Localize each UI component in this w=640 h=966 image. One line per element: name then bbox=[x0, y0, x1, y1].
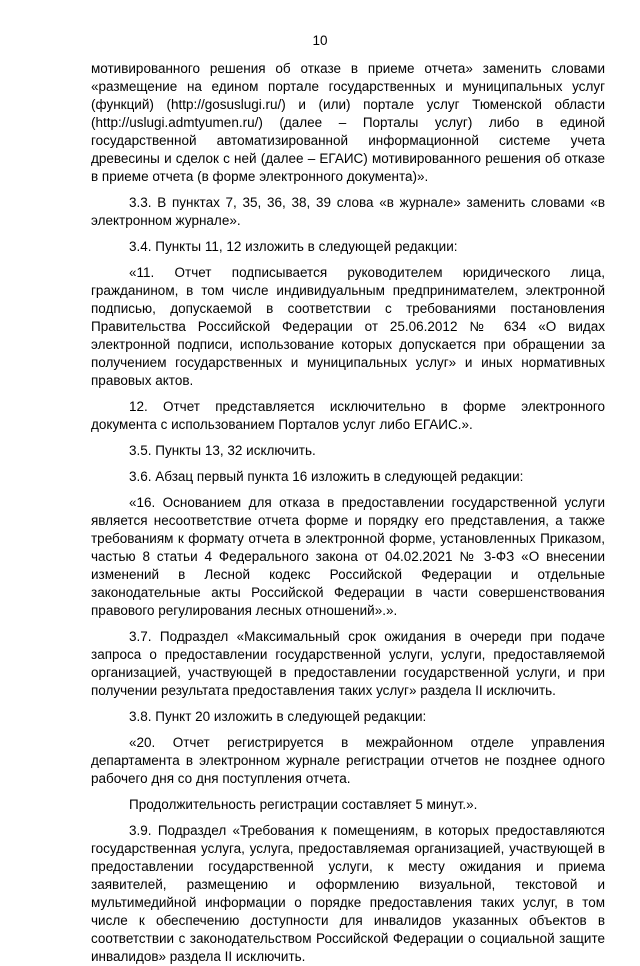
paragraph-duration: Продолжительность регистрации составляет 5 минут.». bbox=[129, 797, 478, 812]
paragraph-3-8: 3.8. Пункт 20 изложить в следующей редакции: bbox=[129, 709, 427, 724]
paragraph-3-4: 3.4. Пункты 11, 12 изложить в следующей редакции: bbox=[129, 239, 458, 254]
paragraph-continuation: мотивированного решения об отказе в приеме отчета» заменить словами «размещение на едином портале государственных и муниципальных услуг (функций) (http://gosuslugi.ru/) и (или) портале услуг Тюменской области (http://uslugi.admtyumen.ru/) (далее – Порталы услуг) либо в единой государственной автоматизированной информационной системе учета древесины и сделок с ней (далее – ЕГАИС) мотивированного решения об отказе в приеме отчета (в форме электронного документа)». bbox=[91, 61, 605, 184]
paragraph-item-12: 12. Отчет представляется исключительно в форме электронного документа с использованием Порталов услуг либо ЕГАИС.». bbox=[91, 399, 605, 432]
paragraph-3-9: 3.9. Подраздел «Требования к помещениям, в которых предоставляются государственная услуга, услуга, предоставляемая организацией, участвующей в предоставлении государственной услуги, к месту ожидания и приема заявителей, размещению и оформлению визуальной, текстовой и мультимедийной информации о порядке предоставления таких услуг, в том числе к обеспечению доступности для инвалидов указанных объектов в соответствии с законодательством Российской Федерации о социальной защите инвалидов» раздела II исключить. bbox=[91, 823, 605, 964]
paragraph-3-6: 3.6. Абзац первый пункта 16 изложить в следующей редакции: bbox=[129, 469, 524, 484]
paragraph-3-3: 3.3. В пунктах 7, 35, 36, 38, 39 слова «в журнале» заменить словами «в электронном журнале». bbox=[91, 195, 605, 228]
document-body bbox=[91, 60, 605, 966]
paragraph-item-11: «11. Отчет подписывается руководителем юридического лица, гражданином, в том числе индивидуальным предпринимателем, электронной подписью, допускаемой в соответствии с требованиями постановления Правительства Российской Федерации от 25.06.2012 № 634 «О видах электронной подписи, использование которых допускается при обращении за получением государственных и муниципальных услуг» и иных нормативных правовых актов. bbox=[91, 265, 605, 388]
paragraph-3-5: 3.5. Пункты 13, 32 исключить. bbox=[129, 443, 316, 458]
paragraph-3-7: 3.7. Подраздел «Максимальный срок ожидания в очереди при подаче запроса о предоставлении государственной услуги, услуги, предоставляемой организацией, участвующей в предоставлении государственной услуги, и при получении результата предоставления таких услуг» раздела II исключить. bbox=[91, 629, 605, 698]
paragraph-item-20: «20. Отчет регистрируется в межрайонном отделе управления департамента в электронном журнале регистрации отчетов не позднее одного рабочего дня со дня поступления отчета. bbox=[91, 735, 605, 786]
paragraph-item-16: «16. Основанием для отказа в предоставлении государственной услуги является несоответствие отчета форме и порядку его представления, а также требованиям к формату отчета в электронной форме, установленных Приказом, частью 8 статьи 4 Федерального закона от 04.02.2021 № 3-ФЗ «О внесении изменений в Лесной кодекс Российской Федерации и отдельные законодательные акты Российской Федерации в части совершенствования правового регулирования лесных отношений».». bbox=[91, 495, 605, 618]
page-number: 10 bbox=[312, 33, 328, 48]
